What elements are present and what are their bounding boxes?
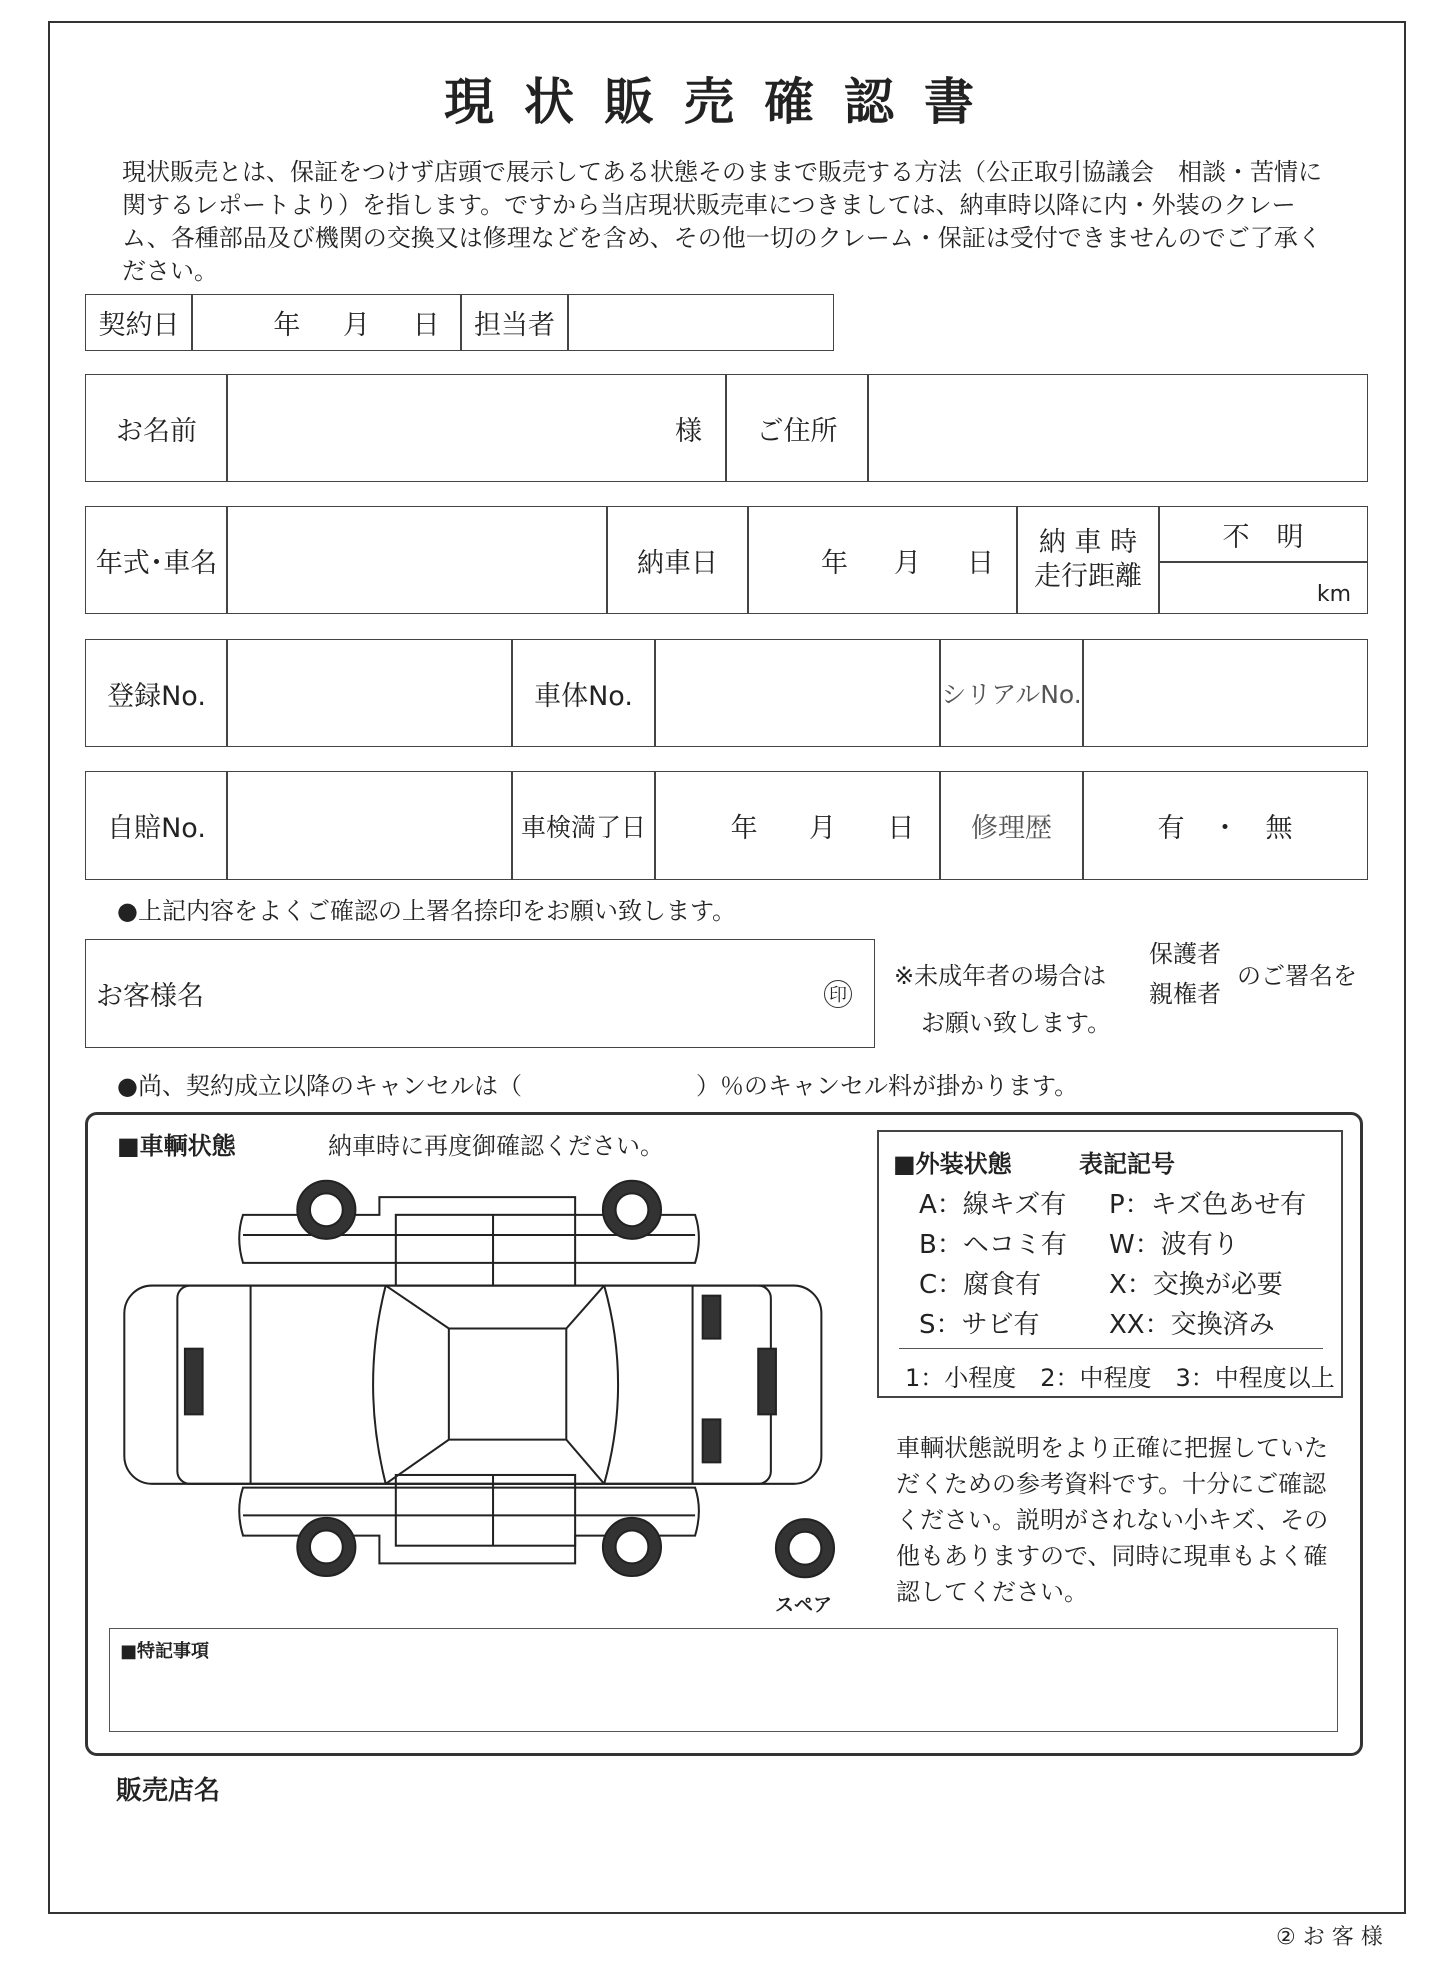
body-number-field[interactable] <box>654 639 941 747</box>
legend-subheading: 表記記号 <box>1079 1150 1175 1178</box>
minor-note-1: ※未成年者の場合は <box>894 962 1107 990</box>
condition-subheading: 納車時に再度御確認ください。 <box>328 1132 664 1160</box>
minor-note-2: のご署名を <box>1237 962 1357 990</box>
inspection-label: 車検満了日 <box>511 771 656 880</box>
condition-note: 車輌状態説明をより正確に把握していただくための参考資料です。十分にご確認ください。説明がされない小キズ、その他もありますので、同時に現車もよく確認してください。 <box>896 1434 1329 1606</box>
contract-date-label: 契約日 <box>85 294 193 351</box>
customer-name-label: お客様名 <box>96 981 204 1012</box>
cancel-note-end: ）％のキャンセル料が掛かります。 <box>696 1072 1079 1100</box>
exterior-legend-box <box>877 1130 1343 1398</box>
mileage-label-line1: 納 車 時 <box>1038 527 1138 558</box>
serial-field[interactable] <box>1082 639 1368 747</box>
special-notes-label: ■特記事項 <box>120 1641 210 1662</box>
legend-heading: ■外装状態 <box>893 1150 1012 1178</box>
cancel-note-start: ●尚、契約成立以降のキャンセルは（ <box>117 1072 522 1100</box>
mileage-label <box>1016 506 1160 614</box>
body-number-label: 車体No. <box>511 639 656 747</box>
address-field[interactable] <box>867 374 1368 482</box>
serial-label: シリアルNo. <box>939 639 1084 747</box>
wheel-icon <box>603 1518 661 1576</box>
wheel-icon <box>297 1181 355 1239</box>
wheel-icon <box>297 1518 355 1576</box>
year-label: 年 <box>273 310 301 341</box>
year-label: 年 <box>730 813 758 844</box>
document-title: 現状販売確認書 <box>444 73 1004 131</box>
intro-paragraph: 現状販売とは、保証をつけず店頭で展示してある状態そのままで販売する方法（公正取引協議会 相談・苦情に関するレポートより）を指します。ですから当店現状販売車につきましては、納車時以降に内・外装のクレーム、各種部品及び機関の交換又は修理などを含め、その他一切のクレーム・保証は受付できませんのでご了承ください。 <box>122 158 1322 285</box>
contract-date-field[interactable] <box>191 294 462 351</box>
legend-code: B：ヘコミ有 <box>919 1230 1067 1260</box>
name-field[interactable] <box>226 374 727 482</box>
staff-field[interactable] <box>567 294 834 351</box>
legend-code: XX：交換済み <box>1109 1310 1275 1340</box>
day-label: 日 <box>412 310 440 341</box>
legend-code: X：交換が必要 <box>1109 1270 1283 1300</box>
address-label: ご住所 <box>725 374 869 482</box>
cancel-percent-field[interactable] <box>560 1066 690 1096</box>
minor-note-3: お願い致します。 <box>921 1009 1112 1037</box>
insurance-field[interactable] <box>226 771 513 880</box>
mileage-label-line2: 走行距離 <box>1034 561 1142 592</box>
mileage-unknown-option[interactable]: 不 明 <box>1158 506 1368 563</box>
registration-field[interactable] <box>226 639 513 747</box>
delivery-label: 納車日 <box>606 506 749 614</box>
repair-history-label: 修理歴 <box>939 771 1084 880</box>
registration-label: 登録No. <box>85 639 228 747</box>
seal-mark: 印 <box>824 980 852 1008</box>
parent-label: 親権者 <box>1149 980 1221 1008</box>
legend-code: S：サビ有 <box>919 1310 1040 1340</box>
month-label: 月 <box>894 547 921 579</box>
legend-code: P：キズ色あせ有 <box>1109 1190 1307 1220</box>
legend-code: W：波有り <box>1109 1230 1239 1260</box>
km-unit: km <box>1316 582 1351 607</box>
mileage-field[interactable] <box>1158 561 1368 614</box>
model-label: 年式･車名 <box>85 506 228 614</box>
car-top-view <box>124 1286 821 1484</box>
signature-instruction: ●上記内容をよくご確認の上署名捺印をお願い致します。 <box>117 897 737 925</box>
name-label: お名前 <box>85 374 228 482</box>
condition-heading: ■車輌状態 <box>117 1132 236 1160</box>
dealer-name-label: 販売店名 <box>116 1776 221 1806</box>
spare-label: スペア <box>775 1594 833 1616</box>
copy-label: ② お 客 様 <box>1276 1925 1383 1950</box>
guardian-label: 保護者 <box>1149 940 1221 968</box>
inspection-date-field[interactable] <box>654 771 941 880</box>
model-field[interactable] <box>226 506 608 614</box>
customer-signature-field[interactable] <box>85 939 875 1048</box>
staff-label: 担当者 <box>460 294 569 351</box>
legend-degrees: 1：小程度 2：中程度 3：中程度以上 <box>905 1364 1335 1392</box>
legend-code: A：線キズ有 <box>919 1190 1067 1220</box>
month-label: 月 <box>342 310 370 341</box>
repair-history-options[interactable]: 有 ・ 無 <box>1082 771 1368 880</box>
day-label: 日 <box>967 547 994 579</box>
special-notes-field[interactable] <box>109 1628 1338 1732</box>
year-label: 年 <box>821 547 848 579</box>
spare-wheel-icon <box>776 1519 834 1577</box>
car-diagram[interactable] <box>118 1168 858 1614</box>
month-label: 月 <box>808 813 836 844</box>
honorific: 様 <box>675 415 702 447</box>
day-label: 日 <box>887 813 915 844</box>
delivery-date-field[interactable] <box>747 506 1018 614</box>
insurance-label: 自賠No. <box>85 771 228 880</box>
legend-code: C：腐食有 <box>919 1270 1042 1300</box>
wheel-icon <box>603 1181 661 1239</box>
legend-divider <box>899 1348 1323 1349</box>
